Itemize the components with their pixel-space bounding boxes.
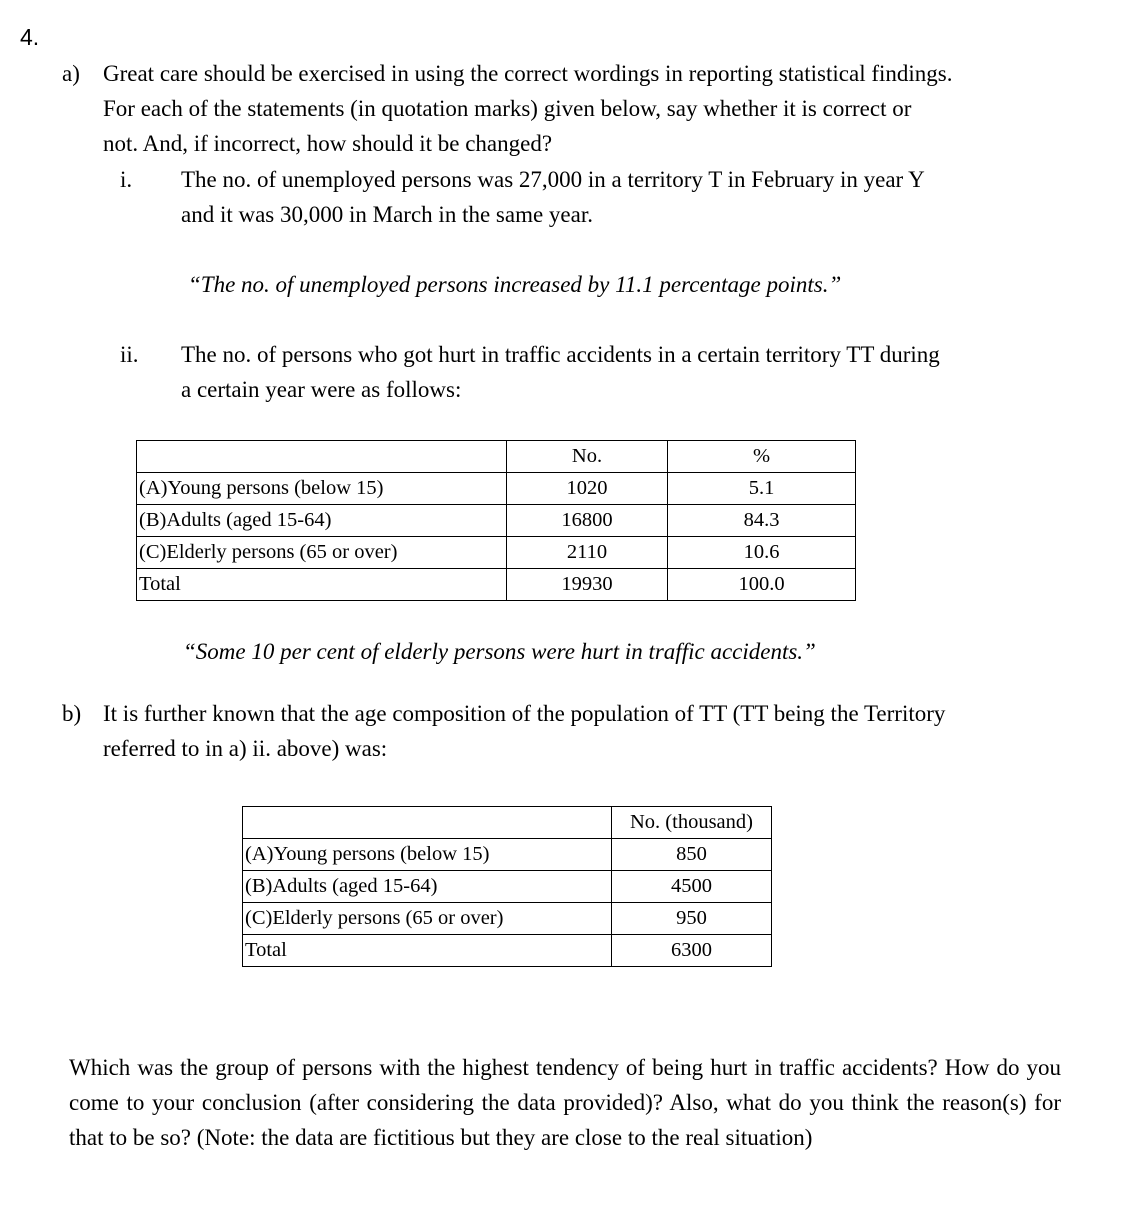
- table-row: [137, 473, 856, 505]
- table-cell: 4500: [612, 871, 772, 903]
- table-header-row: [243, 807, 772, 839]
- item-ii-quote: “Some 10 per cent of elderly persons were hurt in traffic accidents.”: [183, 639, 816, 664]
- question-number: 4.: [20, 24, 40, 50]
- part-a-line: not. And, if incorrect, how should it be changed?: [103, 131, 553, 156]
- table-row-total: [243, 935, 772, 967]
- table-header-row: [137, 441, 856, 473]
- item-i-quote: “The no. of unemployed persons increased by 11.1 percentage points.”: [188, 272, 842, 297]
- traffic-accidents-table: [136, 440, 856, 601]
- table-cell: (B)Adults (aged 15-64): [137, 505, 507, 537]
- table-cell: (B)Adults (aged 15-64): [243, 871, 612, 903]
- table-cell: 850: [612, 839, 772, 871]
- table-cell: 19930: [507, 569, 668, 601]
- item-i-label: i.: [120, 167, 133, 192]
- table-cell: (C)Elderly persons (65 or over): [243, 903, 612, 935]
- part-a-line: For each of the statements (in quotation marks) given below, say whether it is correct or: [103, 96, 912, 121]
- table-cell: (C)Elderly persons (65 or over): [137, 537, 507, 569]
- table-header: %: [668, 441, 856, 473]
- table-cell: (A)Young persons (below 15): [243, 839, 612, 871]
- table-row: [243, 903, 772, 935]
- table-cell: 16800: [507, 505, 668, 537]
- table-cell: Total: [243, 935, 612, 967]
- table-row: [243, 839, 772, 871]
- table-row: [137, 505, 856, 537]
- table-row: [243, 871, 772, 903]
- table-header: No. (thousand): [612, 807, 772, 839]
- item-i-line: and it was 30,000 in March in the same year.: [181, 202, 593, 227]
- item-ii-label: ii.: [120, 342, 139, 367]
- table-cell: 1020: [507, 473, 668, 505]
- item-ii-line: a certain year were as follows:: [181, 377, 462, 402]
- part-b-line: It is further known that the age composition of the population of TT (TT being the Territory: [103, 701, 946, 726]
- table-cell: 10.6: [668, 537, 856, 569]
- table-cell: (A)Young persons (below 15): [137, 473, 507, 505]
- part-a-line: Great care should be exercised in using the correct wordings in reporting statistical findings.: [103, 61, 953, 86]
- table-cell: 950: [612, 903, 772, 935]
- part-b-line: referred to in a) ii. above) was:: [103, 736, 388, 761]
- population-table: [242, 806, 772, 967]
- table-cell: 100.0: [668, 569, 856, 601]
- item-ii-line: The no. of persons who got hurt in traffic accidents in a certain territory TT during: [181, 342, 940, 367]
- part-b-label: b): [62, 701, 82, 726]
- table-row-total: [137, 569, 856, 601]
- part-b-question: Which was the group of persons with the highest tendency of being hurt in traffic accidents? How do you come to your conclusion (after considering the data provided)? Also, what do you think the reason(s) for that to be so? (Note: the data are fictitious but they are close to the real situation): [69, 1055, 1061, 1150]
- table-cell: 2110: [507, 537, 668, 569]
- table-cell: 6300: [612, 935, 772, 967]
- table-header: No.: [507, 441, 668, 473]
- item-i-line: The no. of unemployed persons was 27,000 in a territory T in February in year Y: [181, 167, 925, 192]
- table-cell: 5.1: [668, 473, 856, 505]
- table-cell: 84.3: [668, 505, 856, 537]
- part-a-label: a): [62, 61, 80, 86]
- table-cell: [243, 807, 612, 839]
- table-cell: [137, 441, 507, 473]
- table-row: [137, 537, 856, 569]
- table-cell: Total: [137, 569, 507, 601]
